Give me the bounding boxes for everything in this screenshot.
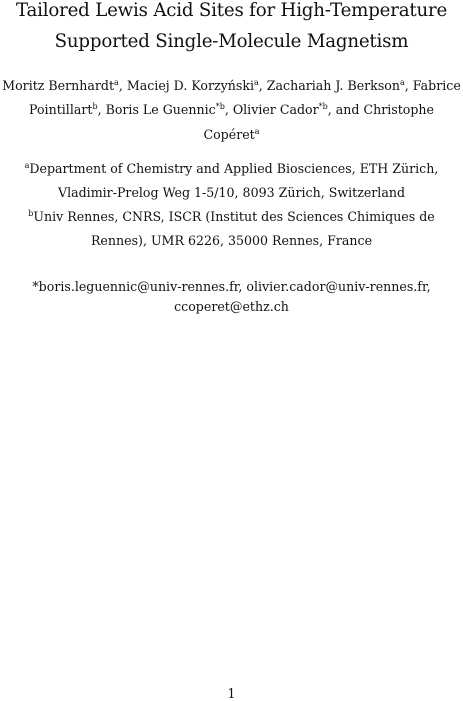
author-separator: ,	[118, 78, 127, 93]
author-separator: ,	[224, 102, 233, 117]
author-separator: , and Christophe	[327, 102, 434, 117]
affiliation-a-line-1	[0, 163, 463, 176]
paper-title-line-1: Tailored Lewis Acid Sites for High-Temperature	[15, 0, 448, 21]
affiliation-text: Univ Rennes, CNRS, ISCR (Institut des Sciences Chimiques de	[33, 209, 435, 224]
author-name: Zachariah J. Berkson	[266, 78, 400, 93]
affiliation-a-line-2: Vladimir-Prelog Weg 1-5/10, 8093 Zürich, Switzerland	[57, 185, 406, 200]
author-affiliation-mark: *b	[215, 102, 225, 111]
author-line-1	[0, 80, 463, 93]
affiliation-label: b	[28, 209, 34, 218]
corresponding-emails-line-1: *boris.leguennic@univ-rennes.fr, olivier.cador@univ-rennes.fr,	[32, 279, 431, 294]
author-affiliation-mark: a	[253, 78, 259, 87]
author-name: Boris Le Guennic	[105, 102, 216, 117]
author-name: Olivier Cador	[232, 102, 319, 117]
author-name: Pointillart	[29, 102, 93, 117]
author-affiliation-mark: a	[114, 78, 119, 87]
affiliation-label: a	[24, 161, 30, 170]
author-separator: ,	[97, 102, 106, 117]
author-affiliation-mark: *b	[318, 102, 328, 111]
corresponding-emails-line-2: ccoperet@ethz.ch	[174, 299, 289, 314]
author-line-3	[0, 129, 463, 142]
author-line-2	[0, 104, 463, 117]
author-name: Maciej D. Korzyński	[126, 78, 254, 93]
author-affiliation-mark: a	[399, 78, 405, 87]
author-name: Copéret	[203, 127, 255, 142]
affiliation-b-line-1	[0, 211, 463, 224]
author-separator: ,	[258, 78, 267, 93]
author-affiliation-mark: b	[92, 102, 98, 111]
affiliation-b-line-2: Rennes), UMR 6226, 35000 Rennes, France	[90, 233, 373, 248]
author-affiliation-mark: a	[254, 127, 260, 136]
paper-title-line-2: Supported Single-Molecule Magnetism	[54, 31, 409, 52]
page-number: 1	[227, 686, 236, 701]
affiliation-text: Department of Chemistry and Applied Biosciences, ETH Zürich,	[29, 161, 439, 176]
author-name: Moritz Bernhardt	[2, 78, 115, 93]
author-separator: , Fabrice	[404, 78, 461, 93]
